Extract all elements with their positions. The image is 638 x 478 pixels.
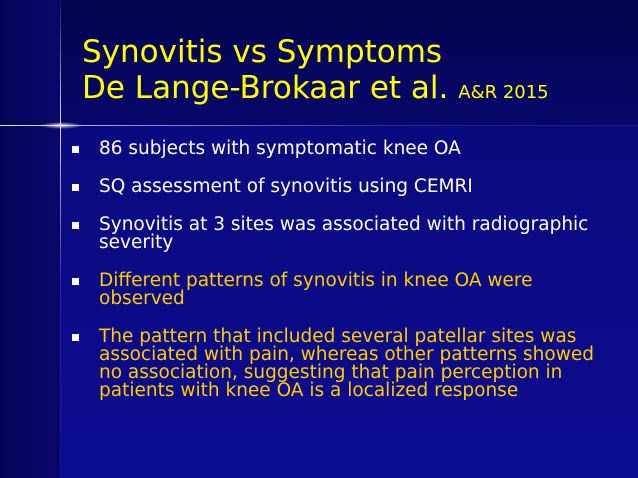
horizontal-accent-line	[0, 125, 638, 126]
bullet-item	[72, 178, 622, 196]
bullet-item	[72, 272, 622, 308]
slide-title	[82, 34, 622, 111]
square-bullet-icon	[72, 184, 79, 191]
bullet-text: Synovitis at 3 sites was associated with radiographic severity	[99, 214, 589, 253]
square-bullet-icon	[72, 222, 79, 229]
bullet-list	[72, 140, 622, 400]
bullet-item	[72, 140, 622, 158]
title-citation: A&R 2015	[458, 82, 549, 103]
bullet-text: The pattern that included several patellar sites was associated with pain, whereas other patterns showed no association, suggesting that pain perception in patients with knee OA is a localized response	[99, 326, 594, 401]
square-bullet-icon	[72, 146, 79, 153]
bullet-text: Different patterns of synovitis in knee OA were observed	[99, 270, 533, 309]
title-line-2: De Lange-Brokaar et al.	[82, 70, 449, 106]
left-band	[0, 0, 60, 478]
title-line-1: Synovitis vs Symptoms	[82, 34, 443, 70]
bullet-text: SQ assessment of synovitis using CEMRI	[99, 176, 473, 197]
sparkle-decoration	[40, 122, 82, 129]
square-bullet-icon	[72, 278, 79, 285]
bullet-item	[72, 328, 622, 400]
square-bullet-icon	[72, 334, 79, 341]
bullet-item	[72, 216, 622, 252]
bullet-text: 86 subjects with symptomatic knee OA	[99, 138, 461, 159]
vertical-accent-line	[60, 0, 61, 478]
